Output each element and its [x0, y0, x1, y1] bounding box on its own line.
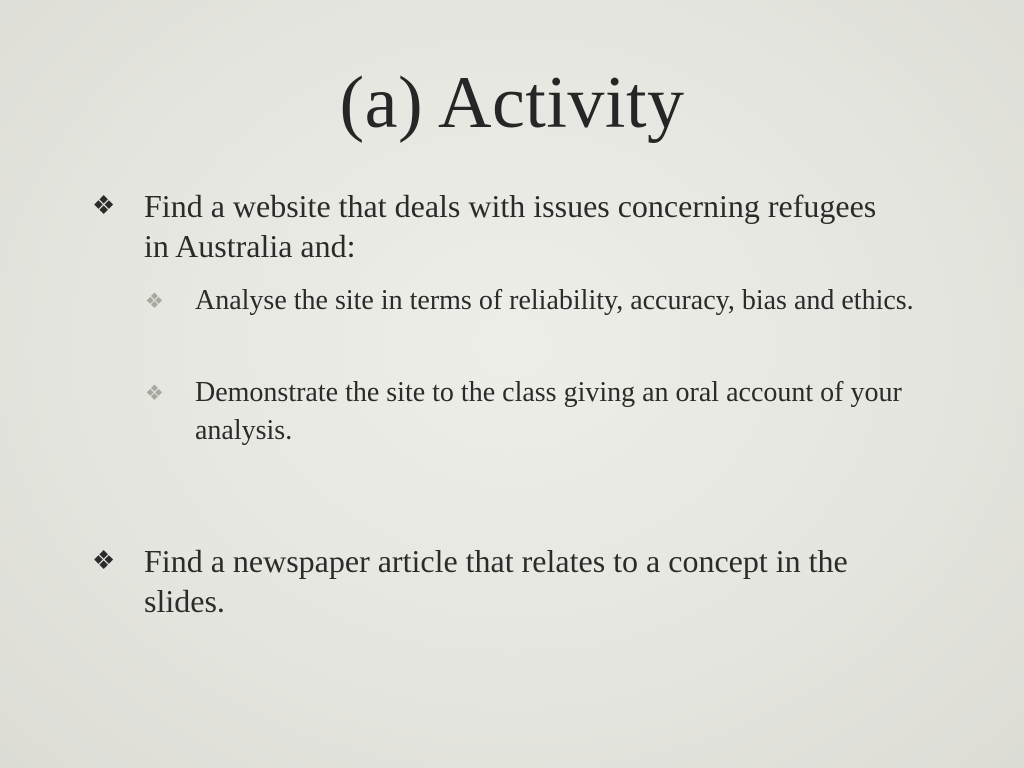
- bullet-item: [92, 186, 892, 266]
- diamond-bullet-icon: ❖: [145, 289, 164, 313]
- sub-bullet-text: Analyse the site in terms of reliability, accuracy, bias and ethics.: [195, 285, 914, 316]
- diamond-bullet-icon: ❖: [145, 381, 164, 405]
- bullet-text: Find a newspaper article that relates to a concept in the slides.: [144, 543, 848, 619]
- sub-bullet-text: Demonstrate the site to the class giving an oral account of your analysis.: [195, 377, 902, 446]
- slide-title: (a) Activity: [339, 62, 685, 144]
- diamond-bullet-icon: ❖: [92, 546, 116, 575]
- sub-bullet-item: [145, 282, 945, 320]
- bullet-item: [92, 541, 892, 621]
- diamond-bullet-icon: ❖: [92, 191, 116, 220]
- sub-bullet-item: [145, 374, 945, 450]
- bullet-text: Find a website that deals with issues concerning refugees in Australia and:: [144, 188, 877, 264]
